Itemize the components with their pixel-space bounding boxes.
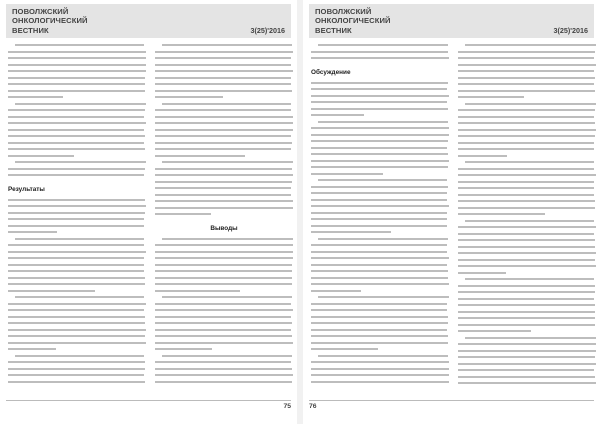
text-line-placeholder bbox=[8, 77, 145, 79]
text-line-placeholder bbox=[155, 257, 293, 259]
text-line-placeholder bbox=[8, 142, 144, 144]
text-line-placeholder bbox=[311, 244, 447, 246]
text-line-placeholder bbox=[155, 335, 292, 337]
text-line-placeholder bbox=[458, 363, 596, 365]
text-line-placeholder bbox=[311, 225, 447, 227]
text-column bbox=[155, 44, 293, 390]
text-line-placeholder bbox=[155, 213, 211, 215]
text-line-placeholder bbox=[458, 291, 595, 293]
text-line-placeholder bbox=[8, 199, 145, 201]
text-line-placeholder bbox=[8, 335, 145, 337]
text-line-placeholder bbox=[458, 168, 594, 170]
text-line-placeholder bbox=[465, 220, 594, 222]
text-line-placeholder bbox=[311, 134, 449, 136]
text-line-placeholder bbox=[15, 238, 144, 240]
text-line-placeholder bbox=[311, 51, 448, 53]
text-line-placeholder bbox=[155, 374, 293, 376]
text-line-placeholder bbox=[311, 95, 449, 97]
section-heading: Обсуждение bbox=[311, 68, 351, 76]
text-line-placeholder bbox=[458, 298, 594, 300]
text-line-placeholder bbox=[155, 51, 293, 53]
text-line-placeholder bbox=[458, 194, 594, 196]
page-number: 75 bbox=[283, 403, 291, 410]
text-line-placeholder bbox=[318, 238, 448, 240]
text-line-placeholder bbox=[458, 304, 595, 306]
text-line-placeholder bbox=[311, 82, 448, 84]
text-line-placeholder bbox=[8, 290, 95, 292]
text-line-placeholder bbox=[458, 233, 594, 235]
text-line-placeholder bbox=[155, 77, 291, 79]
text-line-placeholder bbox=[8, 368, 145, 370]
text-line-placeholder bbox=[8, 322, 145, 324]
text-line-placeholder bbox=[311, 127, 449, 129]
text-line-placeholder bbox=[162, 355, 292, 357]
text-line-placeholder bbox=[311, 342, 448, 344]
text-line-placeholder bbox=[458, 265, 596, 267]
text-line-placeholder bbox=[155, 322, 292, 324]
text-line-placeholder bbox=[155, 57, 291, 59]
text-line-placeholder bbox=[458, 285, 595, 287]
text-line-placeholder bbox=[311, 153, 448, 155]
text-line-placeholder bbox=[458, 207, 595, 209]
text-line-placeholder bbox=[458, 324, 595, 326]
text-line-placeholder bbox=[155, 368, 292, 370]
text-line-placeholder bbox=[8, 277, 145, 279]
text-line-placeholder bbox=[311, 205, 449, 207]
text-line-placeholder bbox=[8, 309, 144, 311]
text-line-placeholder bbox=[311, 322, 448, 324]
text-line-placeholder bbox=[162, 238, 293, 240]
text-line-placeholder bbox=[8, 168, 145, 170]
text-line-placeholder bbox=[155, 244, 293, 246]
text-line-placeholder bbox=[162, 44, 292, 46]
text-line-placeholder bbox=[155, 251, 293, 253]
text-line-placeholder bbox=[8, 70, 146, 72]
text-line-placeholder bbox=[155, 342, 293, 344]
text-line-placeholder bbox=[311, 199, 447, 201]
text-line-placeholder bbox=[458, 142, 594, 144]
text-line-placeholder bbox=[155, 122, 293, 124]
text-line-placeholder bbox=[318, 179, 447, 181]
text-line-placeholder bbox=[311, 348, 378, 350]
text-line-placeholder bbox=[311, 335, 448, 337]
text-line-placeholder bbox=[162, 103, 291, 105]
text-line-placeholder bbox=[318, 355, 448, 357]
text-line-placeholder bbox=[465, 44, 596, 46]
text-line-placeholder bbox=[8, 251, 146, 253]
text-line-placeholder bbox=[155, 129, 293, 131]
text-line-placeholder bbox=[155, 116, 293, 118]
text-line-placeholder bbox=[155, 96, 223, 98]
text-line-placeholder bbox=[458, 246, 595, 248]
page-footer bbox=[6, 400, 291, 415]
text-column bbox=[311, 44, 449, 390]
left-page bbox=[0, 0, 297, 424]
text-line-placeholder bbox=[318, 44, 448, 46]
text-line-placeholder bbox=[311, 212, 447, 214]
text-line-placeholder bbox=[8, 174, 144, 176]
text-line-placeholder bbox=[8, 264, 144, 266]
text-line-placeholder bbox=[8, 148, 145, 150]
text-line-placeholder bbox=[458, 350, 596, 352]
text-line-placeholder bbox=[311, 140, 448, 142]
text-line-placeholder bbox=[458, 259, 595, 261]
text-line-placeholder bbox=[8, 64, 146, 66]
text-line-placeholder bbox=[8, 57, 146, 59]
text-line-placeholder bbox=[8, 218, 144, 220]
text-line-placeholder bbox=[458, 129, 596, 131]
text-line-placeholder bbox=[458, 187, 594, 189]
text-line-placeholder bbox=[311, 290, 361, 292]
text-line-placeholder bbox=[15, 161, 146, 163]
text-line-placeholder bbox=[162, 161, 293, 163]
text-line-placeholder bbox=[8, 122, 146, 124]
text-line-placeholder bbox=[155, 277, 292, 279]
text-line-placeholder bbox=[8, 225, 144, 227]
page-footer bbox=[309, 400, 594, 415]
text-line-placeholder bbox=[8, 316, 145, 318]
text-line-placeholder bbox=[155, 348, 212, 350]
text-line-placeholder bbox=[155, 264, 292, 266]
text-line-placeholder bbox=[155, 381, 292, 383]
text-line-placeholder bbox=[8, 283, 145, 285]
text-line-placeholder bbox=[458, 369, 594, 371]
text-line-placeholder bbox=[311, 361, 449, 363]
text-line-placeholder bbox=[15, 103, 146, 105]
text-line-placeholder bbox=[8, 83, 145, 85]
text-line-placeholder bbox=[8, 303, 146, 305]
right-page bbox=[303, 0, 600, 424]
text-line-placeholder bbox=[458, 57, 594, 59]
text-line-placeholder bbox=[155, 90, 292, 92]
text-line-placeholder bbox=[8, 109, 145, 111]
text-line-placeholder bbox=[458, 122, 595, 124]
text-line-placeholder bbox=[458, 109, 595, 111]
text-line-placeholder bbox=[311, 108, 448, 110]
text-line-placeholder bbox=[155, 309, 293, 311]
text-line-placeholder bbox=[8, 51, 146, 53]
text-line-placeholder bbox=[458, 239, 595, 241]
text-line-placeholder bbox=[155, 194, 291, 196]
text-line-placeholder bbox=[458, 64, 596, 66]
text-line-placeholder bbox=[458, 148, 594, 150]
issue-number: 3(25)'2016 bbox=[250, 26, 285, 35]
text-line-placeholder bbox=[311, 101, 447, 103]
text-line-placeholder bbox=[155, 290, 240, 292]
text-line-placeholder bbox=[155, 135, 291, 137]
text-line-placeholder bbox=[155, 148, 291, 150]
text-line-placeholder bbox=[311, 57, 449, 59]
text-line-placeholder bbox=[8, 205, 146, 207]
text-line-placeholder bbox=[311, 192, 447, 194]
text-line-placeholder bbox=[155, 168, 292, 170]
text-line-placeholder bbox=[458, 77, 595, 79]
text-line-placeholder bbox=[311, 186, 448, 188]
text-line-placeholder bbox=[8, 342, 146, 344]
text-line-placeholder bbox=[458, 96, 524, 98]
text-line-placeholder bbox=[458, 311, 595, 313]
text-line-placeholder bbox=[311, 277, 448, 279]
text-line-placeholder bbox=[8, 257, 144, 259]
text-line-placeholder bbox=[8, 212, 145, 214]
text-line-placeholder bbox=[458, 90, 595, 92]
text-line-placeholder bbox=[8, 374, 144, 376]
text-line-placeholder bbox=[155, 270, 292, 272]
text-line-placeholder bbox=[458, 181, 594, 183]
text-line-placeholder bbox=[311, 160, 449, 162]
text-line-placeholder bbox=[155, 70, 293, 72]
text-line-placeholder bbox=[465, 103, 596, 105]
text-line-placeholder bbox=[8, 155, 74, 157]
text-line-placeholder bbox=[458, 155, 507, 157]
text-line-placeholder bbox=[155, 155, 245, 157]
text-line-placeholder bbox=[311, 374, 449, 376]
text-line-placeholder bbox=[458, 83, 594, 85]
text-line-placeholder bbox=[155, 303, 291, 305]
text-line-placeholder bbox=[8, 329, 146, 331]
text-line-placeholder bbox=[458, 174, 596, 176]
journal-title: ПОВОЛЖСКИЙ ОНКОЛОГИЧЕСКИЙ ВЕСТНИК bbox=[12, 7, 88, 35]
text-line-placeholder bbox=[311, 231, 391, 233]
text-line-placeholder bbox=[8, 129, 144, 131]
text-line-placeholder bbox=[8, 116, 144, 118]
text-line-placeholder bbox=[311, 147, 447, 149]
text-line-placeholder bbox=[15, 44, 144, 46]
text-line-placeholder bbox=[155, 207, 293, 209]
text-line-placeholder bbox=[458, 272, 506, 274]
text-line-placeholder bbox=[8, 231, 57, 233]
body-text bbox=[8, 44, 293, 390]
journal-title: ПОВОЛЖСКИЙ ОНКОЛОГИЧЕСКИЙ ВЕСТНИК bbox=[315, 7, 391, 35]
body-text bbox=[311, 44, 596, 390]
text-line-placeholder bbox=[458, 356, 595, 358]
text-line-placeholder bbox=[8, 135, 145, 137]
text-line-placeholder bbox=[465, 161, 594, 163]
text-line-placeholder bbox=[155, 109, 291, 111]
text-line-placeholder bbox=[458, 70, 594, 72]
text-line-placeholder bbox=[15, 355, 144, 357]
text-line-placeholder bbox=[465, 337, 596, 339]
text-line-placeholder bbox=[155, 64, 291, 66]
text-line-placeholder bbox=[8, 348, 56, 350]
text-line-placeholder bbox=[311, 368, 449, 370]
text-line-placeholder bbox=[458, 343, 596, 345]
text-line-placeholder bbox=[458, 330, 531, 332]
text-line-placeholder bbox=[155, 83, 291, 85]
text-line-placeholder bbox=[162, 296, 292, 298]
page-number: 76 bbox=[309, 403, 317, 410]
text-line-placeholder bbox=[8, 90, 145, 92]
text-line-placeholder bbox=[311, 329, 447, 331]
text-line-placeholder bbox=[311, 316, 448, 318]
text-line-placeholder bbox=[458, 213, 545, 215]
text-line-placeholder bbox=[458, 51, 595, 53]
text-line-placeholder bbox=[155, 329, 291, 331]
text-line-placeholder bbox=[458, 252, 596, 254]
text-line-placeholder bbox=[311, 257, 449, 259]
text-column bbox=[8, 44, 146, 390]
text-line-placeholder bbox=[155, 361, 291, 363]
text-line-placeholder bbox=[458, 200, 595, 202]
text-line-placeholder bbox=[458, 226, 596, 228]
text-line-placeholder bbox=[8, 381, 145, 383]
text-line-placeholder bbox=[155, 181, 292, 183]
text-line-placeholder bbox=[458, 116, 594, 118]
text-line-placeholder bbox=[311, 88, 447, 90]
text-line-placeholder bbox=[318, 121, 448, 123]
text-line-placeholder bbox=[8, 361, 145, 363]
text-line-placeholder bbox=[465, 278, 594, 280]
text-line-placeholder bbox=[311, 381, 449, 383]
text-column bbox=[458, 44, 596, 390]
text-line-placeholder bbox=[458, 376, 595, 378]
text-line-placeholder bbox=[155, 142, 292, 144]
issue-number: 3(25)'2016 bbox=[553, 26, 588, 35]
text-line-placeholder bbox=[311, 264, 447, 266]
text-line-placeholder bbox=[458, 382, 596, 384]
text-line-placeholder bbox=[155, 187, 291, 189]
text-line-placeholder bbox=[311, 303, 447, 305]
text-line-placeholder bbox=[155, 316, 291, 318]
text-line-placeholder bbox=[458, 135, 595, 137]
text-line-placeholder bbox=[458, 317, 595, 319]
text-line-placeholder bbox=[311, 270, 448, 272]
section-heading: Выводы bbox=[210, 224, 238, 232]
text-line-placeholder bbox=[8, 244, 144, 246]
section-heading: Результаты bbox=[8, 185, 45, 193]
text-line-placeholder bbox=[311, 114, 364, 116]
text-line-placeholder bbox=[311, 309, 447, 311]
text-line-placeholder bbox=[8, 270, 144, 272]
text-line-placeholder bbox=[311, 166, 448, 168]
page-header bbox=[6, 4, 291, 38]
text-line-placeholder bbox=[311, 218, 447, 220]
text-line-placeholder bbox=[155, 174, 293, 176]
text-line-placeholder bbox=[155, 200, 293, 202]
text-line-placeholder bbox=[311, 283, 449, 285]
text-line-placeholder bbox=[311, 173, 383, 175]
text-line-placeholder bbox=[15, 296, 144, 298]
text-line-placeholder bbox=[318, 296, 449, 298]
text-line-placeholder bbox=[311, 251, 447, 253]
text-line-placeholder bbox=[155, 283, 292, 285]
text-line-placeholder bbox=[8, 96, 63, 98]
page-header bbox=[309, 4, 594, 38]
